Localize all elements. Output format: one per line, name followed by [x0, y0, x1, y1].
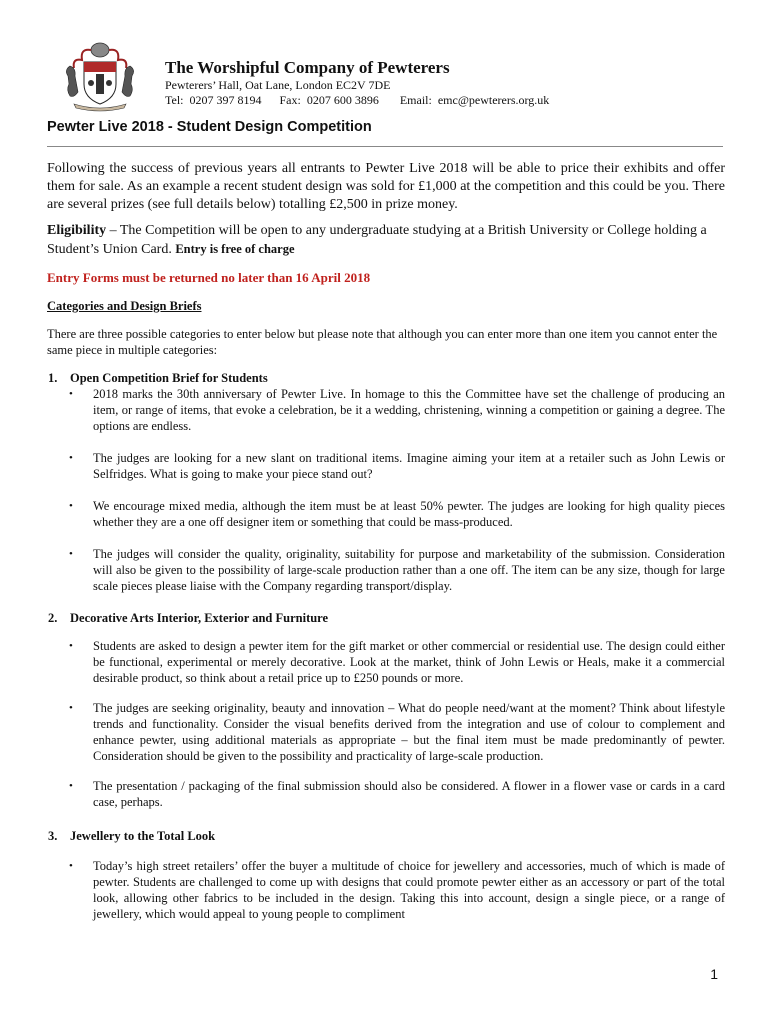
section-title: Decorative Arts Interior, Exterior and Furniture	[70, 611, 329, 625]
list-item: • 2018 marks the 30th anniversary of Pewter Live. In homage to this the Committee have set the challenge of producing an item, or range of items, that evoke a celebration, be it a wedding, christening, winning a competition or gaining a degree. The options are endless.	[47, 386, 725, 434]
eligibility-paragraph	[47, 222, 725, 259]
categories-intro: There are three possible categories to enter below but please note that although you can enter more than one item you cannot enter the same piece in multiple categories:	[47, 327, 718, 357]
org-email: Email: emc@pewterers.org.uk	[399, 93, 550, 107]
list-item: • We encourage mixed media, although the item must be at least 50% pewter. The judges are looking for high quality pieces whether they are a one off designer item or something that could be mass-produced.	[47, 498, 725, 530]
intro-paragraph: Following the success of previous years all entrants to Pewter Live 2018 will be able to price their exhibits and offer them for sale. As an example a recent student design was sold for £1,000 at the competition and this could be you. There are several prizes (see full details below) totalling £2,500 in prize money.	[47, 161, 725, 212]
list-item: • The judges are looking for a new slant on traditional items. Imagine aiming your item at a retailer such as John Lewis or Selfridges. What is going to make your piece stand out?	[47, 450, 725, 482]
org-name: The Worshipful Company of Pewterers	[165, 58, 450, 77]
list-item: • The judges are seeking originality, beauty and innovation – What do people need/want at the moment? Think about lifestyle trends and functionality. Consider the visual benefits derived from the integration and use of colour to complement and enhance pewter, using additional materials as appropriate – but the final item must be made predominantly of pewter. Consideration should be given to the possibility and practicality of large-scale production.	[47, 700, 725, 764]
crest-helmet	[91, 43, 109, 57]
categories-heading: Categories and Design Briefs	[47, 299, 202, 313]
org-contact	[165, 93, 549, 108]
list-item: • The judges will consider the quality, originality, suitability for purpose and marketability of the submission. Consideration will also be given to the possibility of large-scale production rather than a one off. The item can be any size, though for large scale pieces please liaise with the Company regarding transport/display.	[47, 546, 725, 594]
title-divider	[47, 146, 723, 147]
section-3-heading	[47, 828, 725, 844]
bullet-icon: •	[69, 780, 73, 792]
document-title: Pewter Live 2018 - Student Design Competition	[47, 119, 372, 135]
coat-of-arms-logo	[60, 40, 140, 112]
document-body	[47, 160, 725, 922]
section-number: 3.	[48, 829, 58, 843]
eligibility-text: – The Competition will be open to any undergraduate studying at a British University or College holding a Student’s Union Card.	[47, 223, 707, 257]
bullet-icon: •	[69, 388, 73, 400]
list-item: • The presentation / packaging of the final submission should also be considered. A flower in a flower vase or cards in a card case, perhaps.	[47, 778, 725, 810]
org-tel: Tel: 0207 397 8194	[165, 93, 262, 107]
org-fax: Fax: 0207 600 3896	[279, 93, 379, 107]
bullet-icon: •	[69, 860, 73, 872]
section-2-heading	[47, 610, 725, 626]
section-number: 2.	[48, 611, 58, 625]
bullet-icon: •	[69, 548, 73, 560]
bullet-icon: •	[69, 640, 73, 652]
section-title: Open Competition Brief for Students	[70, 371, 268, 385]
list-item: • Students are asked to design a pewter item for the gift market or other commercial or residential use. The design could either be functional, experimental or merely decorative. Look at the market, think of John Lewis or Heals, make it a commercial desirable product, so think about a retail price up to £250 pounds or more.	[47, 638, 725, 686]
org-header	[165, 58, 549, 108]
section-1-heading	[47, 370, 725, 386]
right-supporter	[122, 66, 134, 97]
section-1	[47, 370, 725, 594]
eligibility-label: Eligibility	[47, 223, 107, 238]
section-number: 1.	[48, 371, 58, 385]
list-item: • Today’s high street retailers’ offer the buyer a multitude of choice for jewellery and accessories, much of which is made of pewter. Students are challenged to come up with designs that could promote pewter either as an accessory or part of the total look, allowing other fabrics to be included in the design. Taking this into account, design a single piece, or a range of jewellery, which would appeal to young people to compliment	[47, 858, 725, 922]
page-number: 1	[710, 966, 718, 982]
section-3	[47, 828, 725, 922]
entry-free-text: Entry is free of charge	[175, 242, 295, 256]
bullet-icon: •	[69, 500, 73, 512]
crest-motto-scroll	[74, 104, 126, 111]
left-supporter	[66, 66, 78, 97]
bullet-icon: •	[69, 702, 73, 714]
section-title: Jewellery to the Total Look	[70, 829, 216, 843]
org-address: Pewterers’ Hall, Oat Lane, London EC2V 7DE	[165, 78, 391, 92]
crest-shield	[84, 62, 116, 104]
section-2	[47, 610, 725, 810]
deadline-notice: Entry Forms must be returned no later than 16 April 2018	[47, 270, 371, 285]
bullet-icon: •	[69, 452, 73, 464]
